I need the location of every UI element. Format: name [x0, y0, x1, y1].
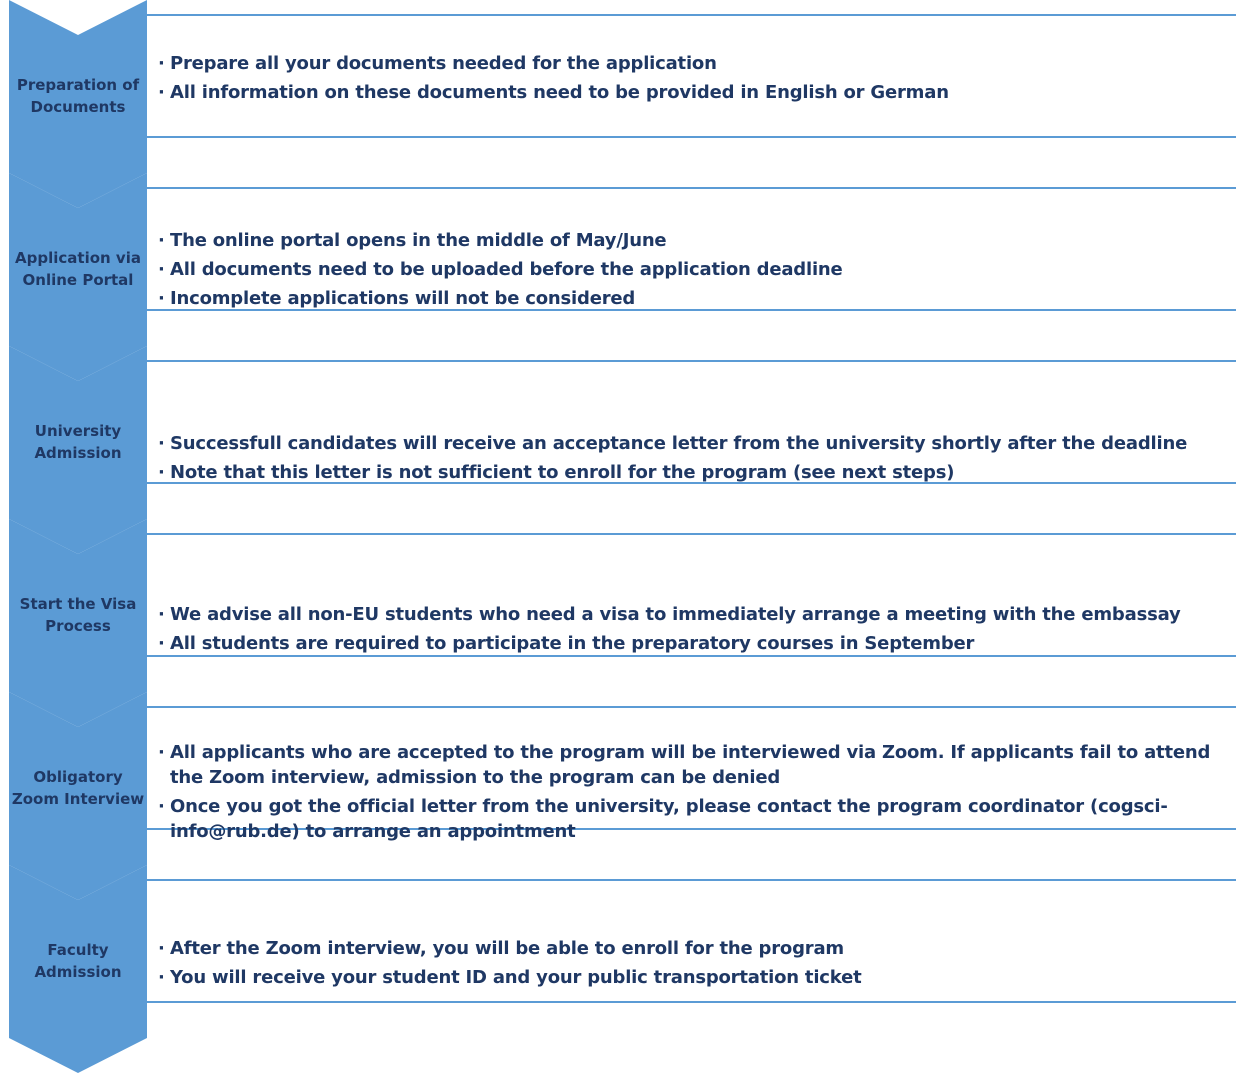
step-label: University Admission: [34, 422, 122, 462]
bullet-item: · Incomplete applications will not be considered: [158, 286, 1212, 311]
step-bullet-list: [158, 549, 1212, 709]
bullet-item: · All information on these documents need to be provided in English or German: [158, 80, 1212, 105]
step-label: Start the Visa Process: [19, 595, 137, 635]
process-step-start-the-visa-process: [0, 519, 1236, 692]
process-step-obligatory-zoom-interview: [0, 692, 1236, 865]
step-label: Obligatory Zoom Interview: [11, 768, 145, 808]
bullet-item: · We advise all non-EU students who need a visa to immediately arrange a meeting with the embassay: [158, 602, 1212, 627]
bullet-item: · Once you got the official letter from the university, please contact the program coordinator (cogsci-info@rub.de) to arrange an appointment: [158, 794, 1212, 844]
process-step-faculty-admission: [0, 865, 1236, 1038]
step-label: Application via Online Portal: [15, 249, 141, 289]
step-label: Preparation of Documents: [16, 76, 140, 116]
step-bullet-list: [158, 378, 1212, 538]
bullet-item: · All students are required to participate in the preparatory courses in September: [158, 631, 1212, 656]
bullet-item: · All documents need to be uploaded before the application deadline: [158, 257, 1212, 282]
process-step-university-admission: [0, 346, 1236, 519]
bullet-item: · After the Zoom interview, you will be able to enroll for the program: [158, 936, 1212, 961]
step-bullet-list: [158, 0, 1212, 156]
bullet-item: · The online portal opens in the middle of May/June: [158, 228, 1212, 253]
bullet-item: · Note that this letter is not sufficient to enroll for the program (see next steps): [158, 460, 1212, 485]
step-bullet-list: [158, 883, 1212, 1043]
step-label: Faculty Admission: [34, 941, 122, 981]
step-bullet-list: [158, 702, 1212, 882]
step-bullet-list: [158, 183, 1212, 356]
bullet-item: · All applicants who are accepted to the program will be interviewed via Zoom. If applicants fail to attend the Zoom interview, admission to the program can be denied: [158, 740, 1212, 790]
bullet-item: · You will receive your student ID and your public transportation ticket: [158, 965, 1212, 990]
bullet-item: · Successfull candidates will receive an acceptance letter from the university shortly after the deadline: [158, 431, 1212, 456]
bullet-item: · Prepare all your documents needed for the application: [158, 51, 1212, 76]
process-step-application-via-online-portal: [0, 173, 1236, 346]
process-step-preparation-of-documents: [0, 0, 1236, 173]
